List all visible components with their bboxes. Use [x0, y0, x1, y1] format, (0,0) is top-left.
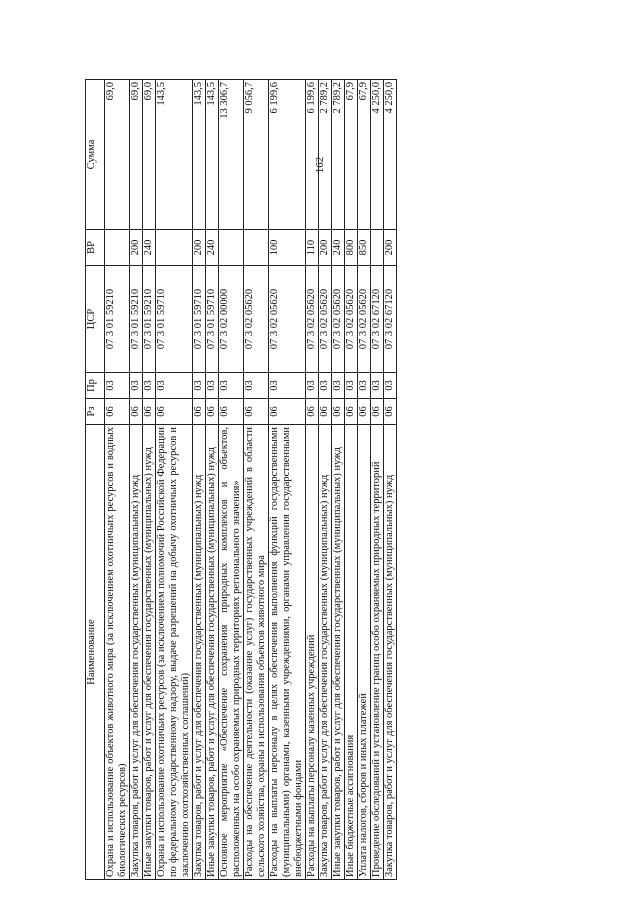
cell-csr: 07 3 01 59710: [193, 266, 206, 373]
cell-rz: 06: [306, 399, 319, 425]
table-row: [206, 80, 219, 880]
cell-csr: 07 3 02 05620: [345, 266, 358, 373]
cell-sum: 143,5: [156, 80, 193, 230]
cell-vr: 800: [345, 230, 358, 266]
cell-rz: 06: [206, 399, 219, 425]
cell-vr: 200: [130, 230, 143, 266]
cell-name: Иные закупки товаров, работ и услуг для обеспечения государственных (муниципальных) нужд: [332, 425, 345, 880]
cell-name: Охрана и использование объектов животного мира (за исключением охотничьих ресурсов и водных биологических ресурсов): [105, 425, 130, 880]
cell-vr: [105, 230, 130, 266]
cell-rz: 06: [219, 399, 244, 425]
cell-sum: 6 199,6: [306, 80, 319, 230]
cell-vr: 850: [358, 230, 371, 266]
cell-pr: 03: [319, 373, 332, 399]
header-name: Наименование: [86, 425, 105, 880]
table-row: [105, 80, 130, 880]
cell-rz: 06: [143, 399, 156, 425]
cell-sum: 2 789,2: [319, 80, 332, 230]
cell-csr: 07 3 02 67120: [384, 266, 397, 373]
cell-rz: 06: [358, 399, 371, 425]
table-row: [358, 80, 371, 880]
cell-rz: 06: [130, 399, 143, 425]
cell-pr: 03: [156, 373, 193, 399]
cell-vr: 110: [306, 230, 319, 266]
budget-table: [85, 79, 397, 880]
cell-name: Иные закупки товаров, работ и услуг для обеспечения государственных (муниципальных) нужд: [206, 425, 219, 880]
table-row: [345, 80, 358, 880]
cell-pr: 03: [105, 373, 130, 399]
table-body: [105, 80, 397, 880]
cell-name: Иные бюджетные ассигнования: [345, 425, 358, 880]
table-row: [130, 80, 143, 880]
cell-name: Расходы на выплаты персоналу казенных учреждений: [306, 425, 319, 880]
cell-rz: 06: [371, 399, 384, 425]
cell-rz: 06: [193, 399, 206, 425]
cell-rz: 06: [244, 399, 269, 425]
cell-csr: 07 3 01 59210: [130, 266, 143, 373]
cell-pr: 03: [358, 373, 371, 399]
cell-csr: 07 3 01 59710: [156, 266, 193, 373]
cell-sum: 13 306,7: [219, 80, 244, 230]
cell-name: Закупка товаров, работ и услуг для обеспечения государственных (муниципальных) нужд: [384, 425, 397, 880]
table-row: [269, 80, 306, 880]
cell-sum: 4 250,0: [384, 80, 397, 230]
cell-name: Закупка товаров, работ и услуг для обеспечения государственных (муниципальных) нужд: [130, 425, 143, 880]
cell-sum: 2 789,2: [332, 80, 345, 230]
cell-pr: 03: [306, 373, 319, 399]
table-row: [384, 80, 397, 880]
cell-csr: 07 3 01 59210: [143, 266, 156, 373]
cell-name: Иные закупки товаров, работ и услуг для обеспечения государственных (муниципальных) нужд: [143, 425, 156, 880]
cell-rz: 06: [269, 399, 306, 425]
table-row: [371, 80, 384, 880]
table-row: [332, 80, 345, 880]
cell-vr: 200: [319, 230, 332, 266]
table-row: [143, 80, 156, 880]
cell-csr: 07 3 02 67120: [371, 266, 384, 373]
cell-name: Закупка товаров, работ и услуг для обеспечения государственных (муниципальных) нужд: [319, 425, 332, 880]
cell-vr: [219, 230, 244, 266]
table-row: [244, 80, 269, 880]
cell-pr: 03: [219, 373, 244, 399]
cell-pr: 03: [206, 373, 219, 399]
cell-csr: 07 3 02 05620: [244, 266, 269, 373]
cell-sum: 143,5: [193, 80, 206, 230]
cell-sum: 67,9: [358, 80, 371, 230]
table-row: [156, 80, 193, 880]
cell-vr: 240: [332, 230, 345, 266]
cell-vr: 100: [269, 230, 306, 266]
cell-sum: 9 056,7: [244, 80, 269, 230]
cell-pr: 03: [244, 373, 269, 399]
cell-pr: 03: [269, 373, 306, 399]
cell-pr: 03: [384, 373, 397, 399]
cell-name: Расходы на обеспечение деятельности (оказание услуг) государственных учреждений в области сельского хозяйства, охраны и использования объектов животного мира: [244, 425, 269, 880]
header-csr: ЦСР: [86, 266, 105, 373]
cell-name: Основное мероприятие «Обеспечение сохранения природных комплексов и объектов, расположенных на особо охраняемых природных территориях регионального значения»: [219, 425, 244, 880]
header-sum: Сумма: [86, 80, 105, 230]
cell-name: Охрана и использование охотничьих ресурсов (за исключением полномочий Российской Федерации по федеральному государственному надзору, выдаче разрешений на добычу охотничьих ресурсов и заключению охотхозяйственных соглашений): [156, 425, 193, 880]
cell-rz: 06: [384, 399, 397, 425]
cell-name: Проведение обследований и установление границ особо охраняемых природных территорий: [371, 425, 384, 880]
cell-sum: 69,0: [105, 80, 130, 230]
cell-pr: 03: [143, 373, 156, 399]
cell-csr: 07 3 02 05620: [306, 266, 319, 373]
cell-vr: 200: [384, 230, 397, 266]
cell-csr: 07 3 02 05620: [319, 266, 332, 373]
header-vr: ВР: [86, 230, 105, 266]
header-rz: Рз: [86, 399, 105, 425]
cell-name: Уплата налогов, сборов и иных платежей: [358, 425, 371, 880]
cell-rz: 06: [332, 399, 345, 425]
cell-sum: 69,0: [143, 80, 156, 230]
cell-pr: 03: [332, 373, 345, 399]
cell-name: Закупка товаров, работ и услуг для обеспечения государственных (муниципальных) нужд: [193, 425, 206, 880]
cell-vr: [371, 230, 384, 266]
cell-vr: [244, 230, 269, 266]
cell-rz: 06: [345, 399, 358, 425]
cell-vr: 240: [143, 230, 156, 266]
cell-pr: 03: [371, 373, 384, 399]
cell-rz: 06: [156, 399, 193, 425]
table-header-row: [86, 80, 105, 880]
cell-pr: 03: [345, 373, 358, 399]
header-pr: Пр: [86, 373, 105, 399]
cell-sum: 143,5: [206, 80, 219, 230]
cell-csr: 07 3 02 05620: [269, 266, 306, 373]
page-number: 162: [314, 156, 326, 174]
rotated-page-content: [85, 80, 563, 880]
table-row: [319, 80, 332, 880]
cell-csr: 07 3 01 59710: [206, 266, 219, 373]
table-row: [306, 80, 319, 880]
table-row: [219, 80, 244, 880]
cell-name: Расходы на выплаты персоналу в целях обеспечения выполнения функций государственными (муниципальными) органами, казенными учреждениями, органами управления государственными внебюджетными фондами: [269, 425, 306, 880]
cell-vr: [156, 230, 193, 266]
cell-sum: 6 199,6: [269, 80, 306, 230]
cell-vr: 200: [193, 230, 206, 266]
table-row: [193, 80, 206, 880]
cell-rz: 06: [319, 399, 332, 425]
cell-vr: 240: [206, 230, 219, 266]
cell-sum: 67,9: [345, 80, 358, 230]
cell-rz: 06: [105, 399, 130, 425]
cell-csr: 07 3 02 05620: [332, 266, 345, 373]
cell-csr: 07 3 02 05620: [358, 266, 371, 373]
cell-csr: 07 3 02 00000: [219, 266, 244, 373]
cell-pr: 03: [130, 373, 143, 399]
cell-sum: 69,0: [130, 80, 143, 230]
cell-sum: 4 250,0: [371, 80, 384, 230]
cell-csr: 07 3 01 59210: [105, 266, 130, 373]
cell-pr: 03: [193, 373, 206, 399]
